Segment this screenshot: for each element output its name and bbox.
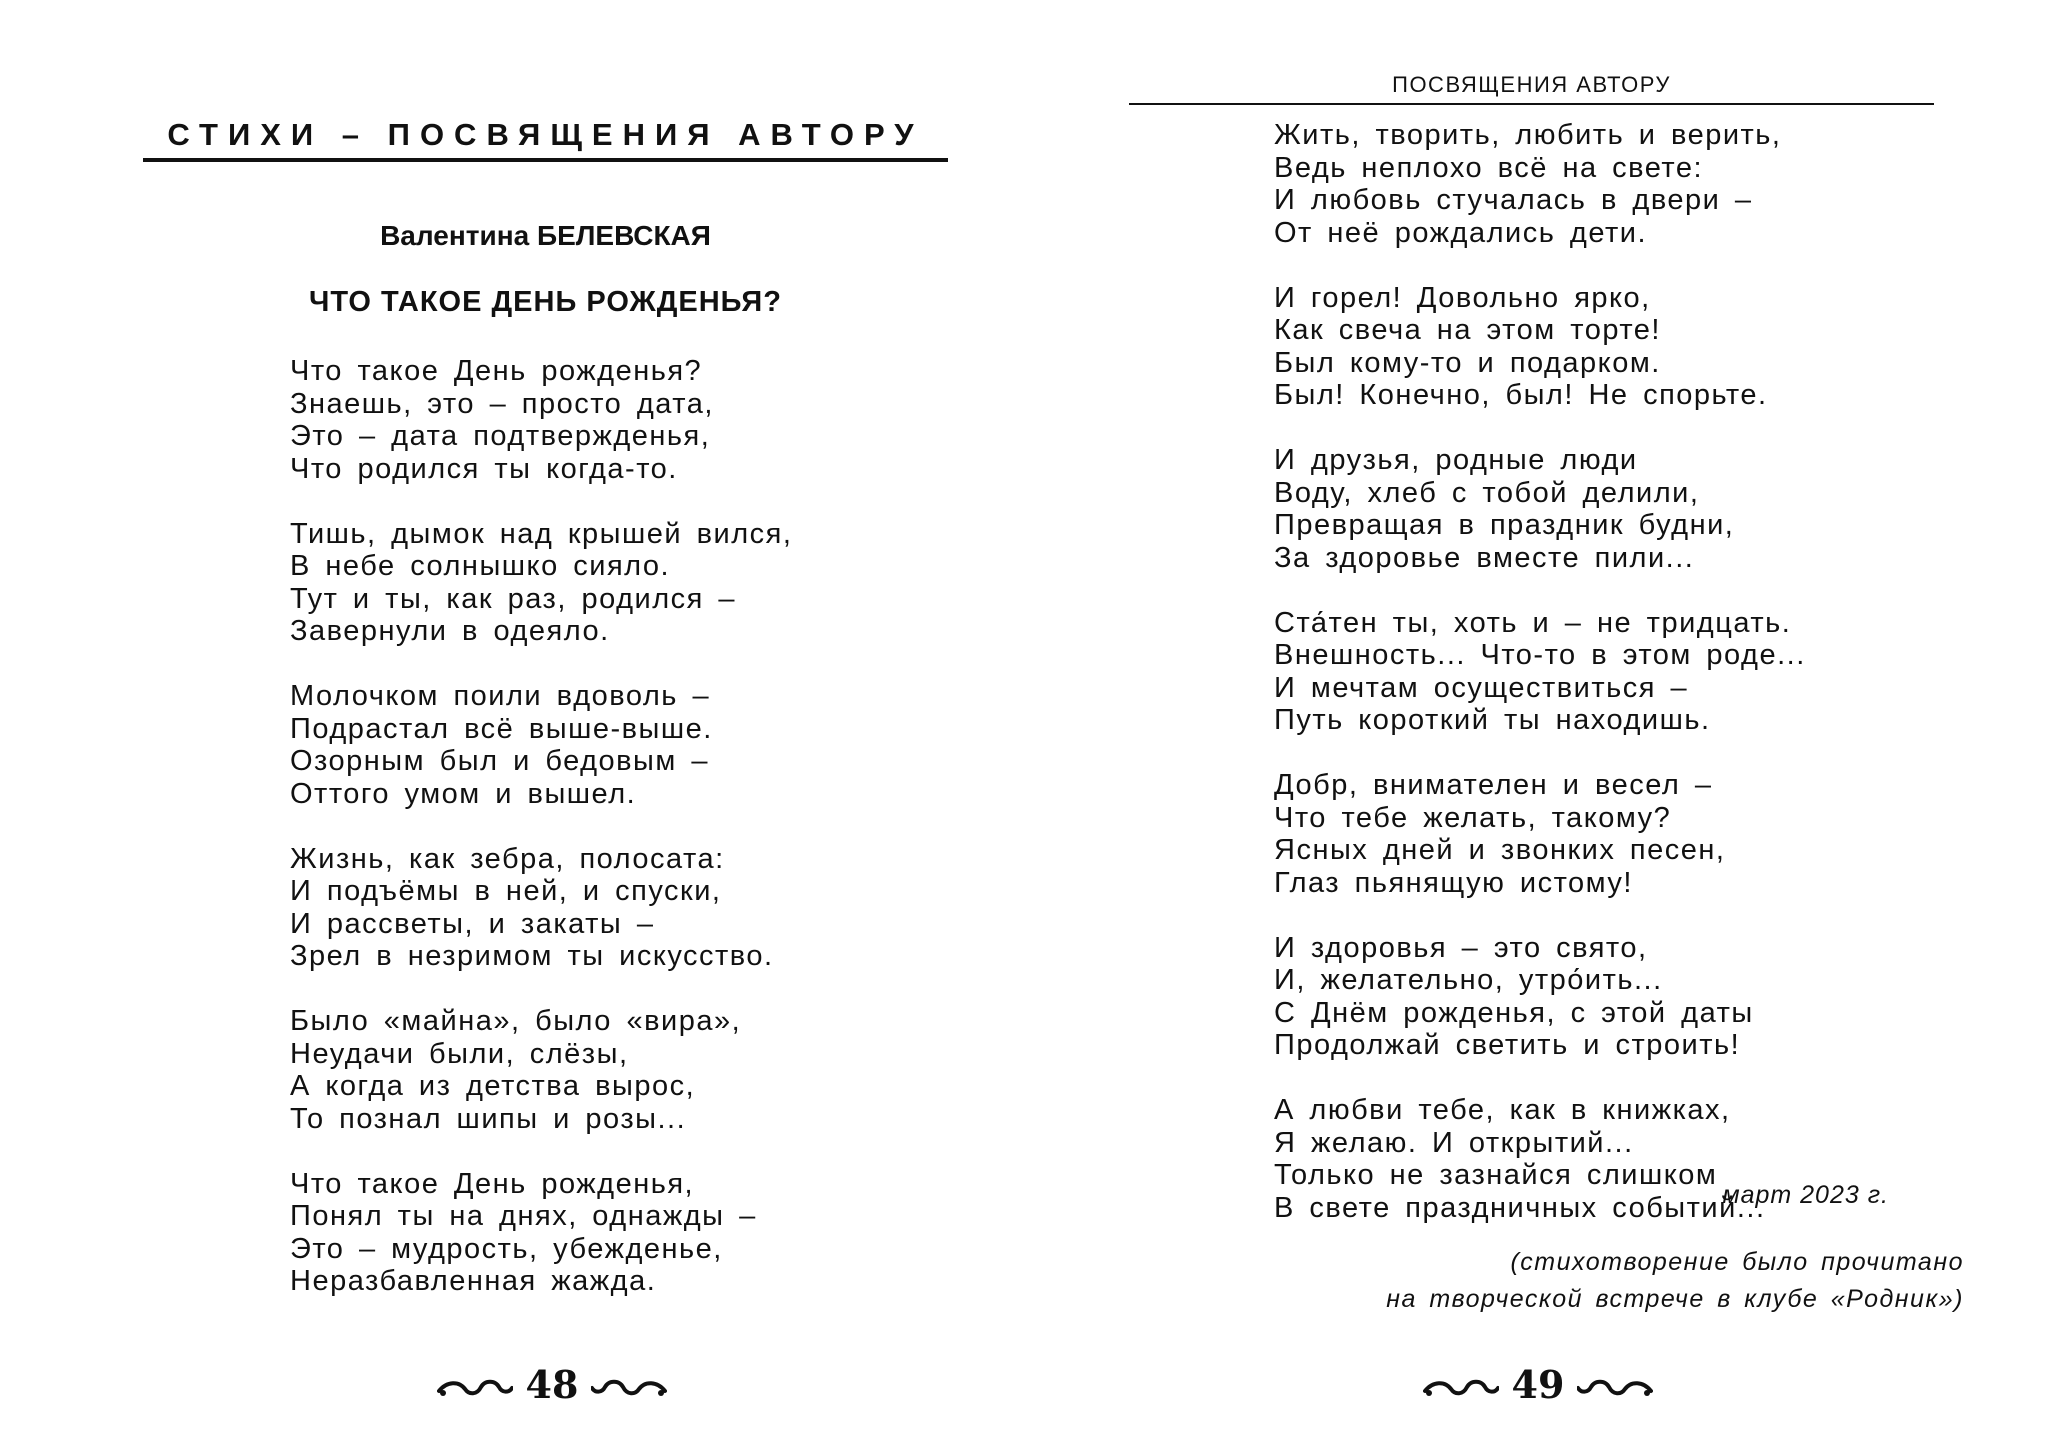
poem-line: От неё рождались дети. (1274, 216, 1648, 249)
stanza (290, 1168, 792, 1298)
poem-line: С Днём рожденья, с этой даты (1274, 996, 1754, 1029)
stanza (1274, 282, 1806, 412)
section-header: СТИХИ – ПОСВЯЩЕНИЯ АВТОРУ (167, 117, 924, 152)
poem-line: Продолжай светить и строить! (1274, 1029, 1741, 1061)
poem-body (290, 355, 792, 1330)
poem-line: Что тебе желать, такому? (1274, 801, 1672, 834)
running-head: ПОСВЯЩЕНИЯ АВТОРУ (1392, 72, 1671, 97)
poem-line: Зрел в незримом ты искусство. (290, 940, 774, 972)
poem-line: Это – дата подтвержденья, (290, 420, 711, 452)
poem-line: Понял ты на днях, однажды – (290, 1200, 757, 1232)
poem-line: Путь короткий ты находишь. (1274, 704, 1711, 736)
poem-line: И горел! Довольно ярко, (1274, 281, 1651, 314)
stanza (290, 1005, 792, 1135)
poem-line: И друзья, родные люди (1274, 444, 1638, 476)
stanza (290, 680, 792, 810)
poem-line: Неразбавленная жажда. (290, 1265, 657, 1297)
poem-line: Завернули в одеяло. (290, 615, 610, 647)
poem-line: В свете праздничных событий... (1274, 1191, 1766, 1224)
poem-line: И здоровья – это свято, (1274, 931, 1648, 964)
poem-note (1279, 1244, 1964, 1318)
poem-line: За здоровье вместе пили... (1274, 541, 1695, 574)
poem-line: И любовь стучалась в двери – (1274, 184, 1753, 216)
poem-line: Жизнь, как зебра, полосата: (290, 842, 725, 875)
poem-line: Был! Конечно, был! Не спорьте. (1274, 379, 1768, 411)
page-number: 49 (1511, 1362, 1565, 1407)
poem-line: Ста́тен ты, хоть и – не тридцать. (1274, 606, 1792, 639)
poem-line: Что такое День рожденья? (290, 355, 703, 387)
poem-line: Это – мудрость, убежденье, (290, 1232, 723, 1265)
poem-line: И рассветы, и закаты – (290, 907, 655, 940)
poem-line: Ведь неплохо всё на свете: (1274, 151, 1704, 184)
poem-line: А любви тебе, как в книжках, (1274, 1094, 1731, 1126)
stanza (290, 518, 792, 648)
poem-line: Я желаю. И открытий... (1274, 1126, 1634, 1159)
page-number-footer (1423, 1362, 1653, 1412)
note-line: (стихотворение было прочитано (1510, 1248, 1964, 1276)
right-page (1029, 0, 2058, 1454)
poem-line: Что такое День рожденья, (290, 1167, 695, 1200)
ornament-scroll-right-icon (591, 1377, 667, 1399)
poem-line: Как свеча на этом торте! (1274, 314, 1661, 346)
note-line: на творческой встрече в клубе «Родник») (1386, 1285, 1964, 1313)
poem-line: Неудачи были, слёзы, (290, 1037, 629, 1070)
poem-line: Был кому-то и подарком. (1274, 346, 1661, 379)
running-head-rule (1129, 103, 1934, 105)
poem-author: Валентина БЕЛЕВСКАЯ (380, 220, 711, 251)
poem-line: Было «майна», было «вира», (290, 1005, 742, 1037)
stanza (1274, 769, 1806, 899)
poem-line: Воду, хлеб с тобой делили, (1274, 476, 1700, 509)
page-number-footer (437, 1362, 667, 1412)
poem-line: Глаз пьянящую истому! (1274, 866, 1633, 899)
poem-body-continued (1274, 119, 1806, 1257)
stanza (1274, 119, 1806, 249)
header-rule (143, 158, 948, 162)
ornament-scroll-right-icon (1577, 1377, 1653, 1399)
stanza (1274, 444, 1806, 574)
poem-line: И, желательно, утро́ить... (1274, 964, 1663, 996)
poem-line: А когда из детства вырос, (290, 1070, 696, 1102)
poem-line: Добр, внимателен и весел – (1274, 769, 1713, 801)
poem-date: март 2023 г. (1722, 1181, 1889, 1209)
poem-line: И мечтам осуществиться – (1274, 671, 1689, 704)
poem-line: Превращая в праздник будни, (1274, 509, 1735, 541)
poem-line: И подъёмы в ней, и спуски, (290, 875, 722, 907)
poem-line: В небе солнышко сияло. (290, 550, 671, 582)
stanza (1274, 932, 1806, 1062)
stanza (290, 355, 792, 485)
poem-line: Что родился ты когда-то. (290, 452, 678, 485)
poem-line: Озорным был и бедовым – (290, 745, 710, 777)
poem-line: То познал шипы и розы... (290, 1102, 687, 1135)
poem-line: Ясных дней и звонких песен, (1274, 834, 1726, 866)
poem-line: Только не зазнайся слишком (1274, 1159, 1718, 1191)
stanza (1274, 607, 1806, 737)
poem-line: Внешность... Что-то в этом роде... (1274, 639, 1806, 671)
stanza (290, 843, 792, 973)
poem-line: Тут и ты, как раз, родился – (290, 582, 737, 615)
poem-line: Оттого умом и вышел. (290, 777, 637, 810)
poem-title: ЧТО ТАКОЕ ДЕНЬ РОЖДЕНЬЯ? (309, 286, 782, 318)
poem-line: Молочком поили вдоволь – (290, 680, 711, 712)
poem-line: Тишь, дымок над крышей вился, (290, 517, 793, 550)
poem-line: Знаешь, это – просто дата, (290, 387, 714, 420)
page-number: 48 (525, 1362, 579, 1407)
poem-line: Жить, творить, любить и верить, (1274, 119, 1782, 151)
poem-line: Подрастал всё выше-выше. (290, 712, 713, 745)
